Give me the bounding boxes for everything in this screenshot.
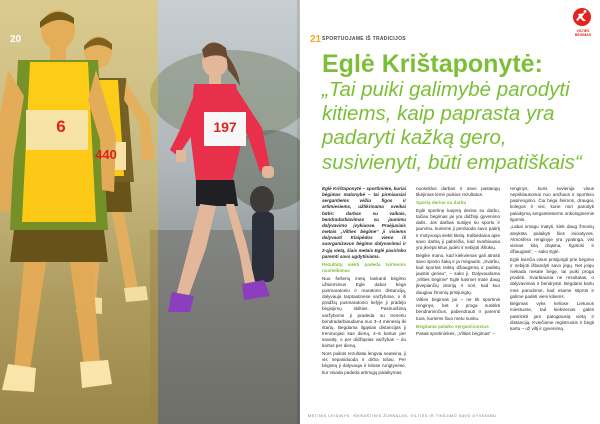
article-title: Eglė Krištaponytė: xyxy=(322,50,543,78)
paragraph: Bėgimas vyks keliose Lietuvos miestuose, tad kiekvienas galės pasirinkti jam patogiausią vietą ir distanciją. Kviečiame registruotis ir bėgti kartu – už viltį ir gyvenimą. xyxy=(510,301,594,331)
bib-number-woman: 197 xyxy=(213,119,237,135)
paragraph: Nors puikūs rezultatai lengvai neateina, ji vis nepasiduoda ir dirba toliau. Per bėgimą ji dalyvauja ir kitose rungtynėse, kur visada padeda artimųjų palaikymas. xyxy=(322,351,406,375)
subheading: Sportą derina su darbu xyxy=(416,200,467,206)
page-number-left: 20 xyxy=(10,34,22,45)
paragraph: renginys, kuris suvienija visus nepriklausomai nuo amžiaus ir sportinio pasirengimo. Čia bėga šeimos, draugai, kolegos ir visi, kurie nori parodyti palaikymą sergantiesiems onkologinėmis ligomis. xyxy=(510,186,594,222)
yellow-overlay xyxy=(0,0,158,424)
paragraph: Eglė kviečia visus prisijungti prie bėgimo ir nebijoti išbandyti savo jėgų. Net jeigu niekada nesate bėgę, tai puiki proga pradėti. Svarbiausia ne rezultatas, o dalyvavimas ir bendrystė. Bėgdami kartu mes parodome, kad esame stiprūs ir galime padėti vieni kitiems. xyxy=(510,256,594,299)
article-quote: „Tai puiki galimybė parodyti kitiems, kaip paprasta yra padaryti kažką gero, susivienyti, būti empatiškais“ xyxy=(322,78,582,174)
page-number-right: 21 xyxy=(310,34,322,45)
page-footer: METINIS LEIDINYS, IŠKRAŠTINIS ŽURNALAS, VILTIES IR TIKĖJIMO SAVO GYVENIMU xyxy=(308,414,497,418)
column-3 xyxy=(510,186,594,334)
vilties-begimas-logo xyxy=(568,8,596,44)
paragraph: Nuo šešerių metų lankanti bėgimo užsiėmimus Eglė dabar bėga pusmaratonio ir maratono distanciją, dalyvauja tarptautinėse varžybose, o iš pradžių pusmaratonio kelyje ji pradėjo bėgiojimų skilties. Pasiruošimą varžyboms ji pradeda su treneriu bendradarbiaudama nuo 3–4 mėnesių iki startų. Bėgdama ilgąsias distancijas ji treniruojasi kas dieną, 4–5 kartus per savaitę, o per didžiąsias varžybas – du kartus per dieną. xyxy=(322,275,406,349)
bib-number-middle: 440 xyxy=(95,147,117,162)
paragraph: Eglė sportinę karjerą derina su darbu, tačiau bėgimas jai yra didžioji gyvenimo dalis. Jos darbas susijęs su sportu ir jaunimu, kuriems ji perduoda savo patirtį ir motyvuoja siekti tikslų. Kalbėdama apie savo darbą ji pabrėžia, kad svarbiausia yra įkvėpti kitus judėti ir nebijoti iššūkių. xyxy=(416,207,501,250)
lead-paragraph: Eglė Krištaponytė – sportininkė, kuriai bėgimas malonybė – tai pirmiausiai sergantiems vėžiu figos ir artimiesiems, užtikrinama sveikai būtis: darbas su vaikais, bendradarbiavimas su jaunimu dalyvavimo įvykiuose. Praėjusiais metais „Vilties bėgime“ ji visiems dalyvauti Klaipėdos vieno iš suorganizavus bėgimo dalyvavimui ir 2-ąją vietą, šiais metais Eglė pasirinko paremti savo ugdytiniams. xyxy=(322,186,406,259)
logo-runner-icon xyxy=(573,8,591,26)
paragraph: Pasak sportininkės, „Vilties bėgimas“ – xyxy=(416,331,495,337)
column-1 xyxy=(322,186,406,377)
paragraph: Vilties bėgimas jai – ne tik sportinis renginys, bet ir proga susitikti bendraminčius, pabendrauti ir paremti tuos, kuriems šiuo metu sunku. xyxy=(416,297,500,321)
subheading: Bėgdama palaiko sergančiuosius xyxy=(416,323,489,329)
paragraph: Bėgikė mano, kad kiekvienas gali atrasti savo sporto šaką ir ja mėgautis. „Svarbu, kad sportas teiktų džiaugsmą ir padėtų jaustis geriau“, – sako ji. Dalyvaudama „Vilties bėgime“ Eglė kasmet matė daug įkvepiančių istorijų ir nori, kad kuo daugiau žmonių prisijungtų. xyxy=(416,252,500,295)
column-2 xyxy=(416,186,500,339)
subheading: Rezultatų siekti padeda tvirtesnis nusiteikimas xyxy=(322,261,406,274)
article-page xyxy=(300,0,600,424)
bib-number-left: 6 xyxy=(56,117,66,136)
paragraph: nuoseklus darbas ir savo pastangų tikėjimas lėmė puikius rezultatus. xyxy=(416,186,500,198)
logo-text: VILTIES BĖGIMAS xyxy=(574,29,592,37)
paragraph: „Labai smagu matyti, kiek daug žmonių atvyksta palaikyti šios iniciatyvos. Atmosfera renginyje yra ypatinga, visi vienas kitą drąsina, šypsosi ir džiaugiasi“, – sako Eglė. xyxy=(510,224,594,255)
article-body xyxy=(322,186,594,398)
section-label: SPORTUOJAME IŠ TRADICIJOS xyxy=(322,36,406,42)
